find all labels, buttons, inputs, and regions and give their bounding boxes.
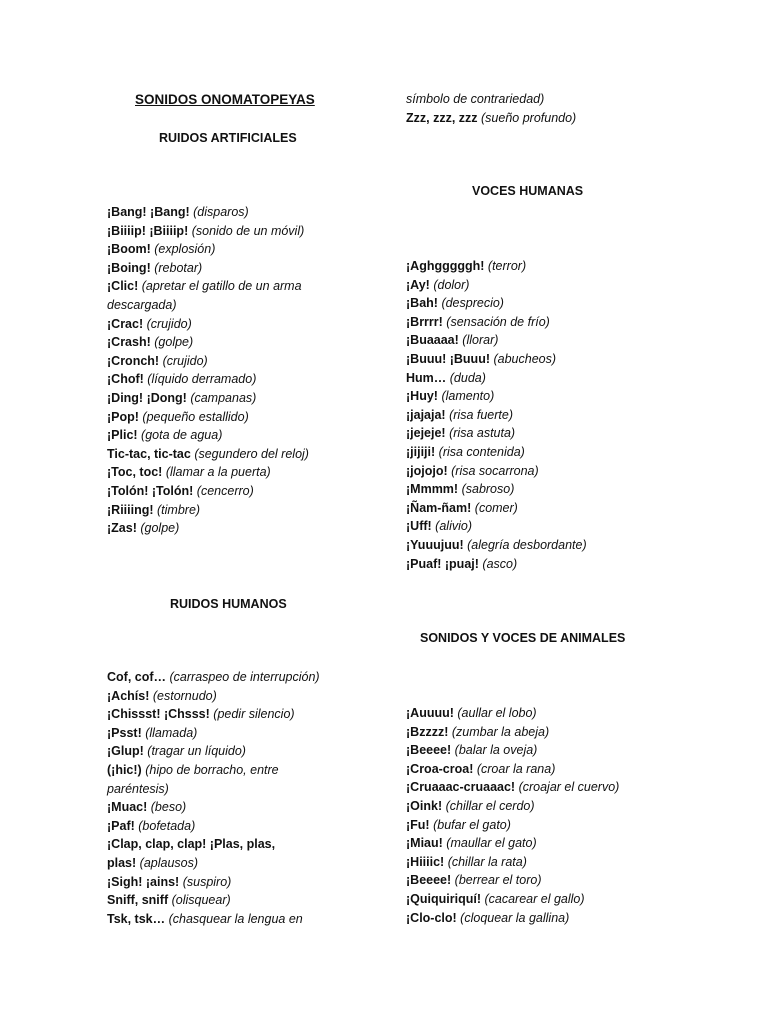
list-item xyxy=(107,445,367,464)
list-item xyxy=(107,259,367,278)
onomatopoeia-description: (beso) xyxy=(150,800,187,815)
onomatopoeia-term: ¡Oink! xyxy=(406,798,443,813)
list-item xyxy=(406,517,736,536)
onomatopoeia-term: ¡jojojo! xyxy=(406,463,448,478)
onomatopoeia-term: ¡Ding! ¡Dong! xyxy=(107,390,187,405)
list-item xyxy=(406,294,736,313)
onomatopoeia-description: (campanas) xyxy=(190,390,257,405)
onomatopoeia-description: paréntesis) xyxy=(107,781,169,796)
onomatopoeia-description: (gota de agua) xyxy=(141,428,223,443)
onomatopoeia-term: ¡Achís! xyxy=(107,688,150,703)
heading-ruidos-artificiales: RUIDOS ARTIFICIALES xyxy=(159,131,297,145)
list-item xyxy=(406,480,736,499)
onomatopoeia-term: ¡Chof! xyxy=(107,372,144,387)
onomatopoeia-description: (sonido de un móvil) xyxy=(191,223,305,238)
onomatopoeia-term: ¡Tolón! ¡Tolón! xyxy=(107,483,194,498)
onomatopoeia-term: ¡jijiji! xyxy=(406,444,436,459)
onomatopoeia-description: (alegría desbordante) xyxy=(467,537,587,552)
list-item xyxy=(107,873,367,892)
onomatopoeia-description: (abucheos) xyxy=(493,351,557,366)
onomatopoeia-term: ¡Yuuujuu! xyxy=(406,537,464,552)
onomatopoeia-description: (líquido derramado) xyxy=(147,372,257,387)
list-ruidos-artificiales xyxy=(107,203,367,538)
onomatopoeia-description: (pequeño estallido) xyxy=(142,409,249,424)
list-item xyxy=(406,853,736,872)
onomatopoeia-term: Sniff, sniff xyxy=(107,893,169,908)
list-item xyxy=(107,203,367,222)
list-item xyxy=(107,240,367,259)
list-item xyxy=(107,222,367,241)
onomatopoeia-term: ¡Beeee! xyxy=(406,743,452,758)
list-item xyxy=(107,482,367,501)
onomatopoeia-term: ¡Bzzzz! xyxy=(406,724,449,739)
list-item xyxy=(107,891,367,910)
onomatopoeia-description: (risa astuta) xyxy=(449,426,516,441)
list-item xyxy=(406,90,736,109)
heading-voces-humanas: VOCES HUMANAS xyxy=(472,184,584,198)
onomatopoeia-term: ¡Brrrr! xyxy=(406,314,443,329)
onomatopoeia-term: ¡Boing! xyxy=(107,260,151,275)
list-item xyxy=(107,389,367,408)
onomatopoeia-term: Hum… xyxy=(406,370,447,385)
list-item xyxy=(406,741,736,760)
list-item xyxy=(107,705,367,724)
onomatopoeia-term: ¡Bah! xyxy=(406,296,438,311)
list-item xyxy=(406,890,736,909)
onomatopoeia-description: (bofetada) xyxy=(138,818,196,833)
list-item xyxy=(406,499,736,518)
list-item xyxy=(107,277,367,296)
list-item xyxy=(406,797,736,816)
list-item xyxy=(406,871,736,890)
onomatopoeia-term: ¡Auuuu! xyxy=(406,706,454,720)
onomatopoeia-term: ¡Puaf! ¡puaj! xyxy=(406,556,479,571)
onomatopoeia-description: (llamar a la puerta) xyxy=(165,465,271,480)
onomatopoeia-description: (dolor) xyxy=(433,277,470,292)
list-item xyxy=(107,817,367,836)
onomatopoeia-description: (asco) xyxy=(482,556,518,571)
onomatopoeia-term: ¡Zas! xyxy=(107,521,137,536)
onomatopoeia-term: ¡Clo-clo! xyxy=(406,910,457,925)
onomatopoeia-description: (estornudo) xyxy=(152,688,217,703)
list-item xyxy=(406,109,736,128)
heading-sonidos-animales: SONIDOS Y VOCES DE ANIMALES xyxy=(420,631,626,645)
list-item xyxy=(406,760,736,779)
onomatopoeia-term: ¡jejeje! xyxy=(406,426,446,441)
onomatopoeia-term: plas! xyxy=(107,855,137,870)
list-item xyxy=(406,387,736,406)
list-item xyxy=(406,313,736,332)
onomatopoeia-term: ¡Crac! xyxy=(107,316,144,331)
onomatopoeia-description: (olisquear) xyxy=(171,893,231,908)
onomatopoeia-term: Zzz, zzz, zzz xyxy=(406,110,478,125)
onomatopoeia-description: (bufar el gato) xyxy=(433,817,511,832)
list-item xyxy=(406,555,736,574)
onomatopoeia-description: (cencerro) xyxy=(196,483,254,498)
list-item xyxy=(107,426,367,445)
list-item xyxy=(406,909,736,928)
list-continuacion xyxy=(406,90,736,127)
onomatopoeia-description: símbolo de contrariedad) xyxy=(406,92,545,106)
list-item xyxy=(406,536,736,555)
onomatopoeia-description: (croar la rana) xyxy=(476,761,556,776)
onomatopoeia-term: ¡Miau! xyxy=(406,836,443,851)
onomatopoeia-description: (lamento) xyxy=(441,389,495,404)
onomatopoeia-term: ¡Aghgggggh! xyxy=(406,259,485,273)
list-item xyxy=(107,408,367,427)
list-item xyxy=(107,370,367,389)
onomatopoeia-description: (terror) xyxy=(487,259,527,273)
list-item xyxy=(406,257,736,276)
onomatopoeia-description: (aullar el lobo) xyxy=(457,706,537,720)
onomatopoeia-description: (golpe) xyxy=(140,521,180,536)
list-item xyxy=(406,331,736,350)
onomatopoeia-description: (aplausos) xyxy=(139,855,199,870)
onomatopoeia-description: (apretar el gatillo de un arma xyxy=(141,279,302,294)
list-item xyxy=(406,350,736,369)
onomatopoeia-term: ¡Muac! xyxy=(107,800,148,815)
onomatopoeia-term: ¡Crash! xyxy=(107,335,151,350)
onomatopoeia-term: Tsk, tsk… xyxy=(107,911,166,926)
onomatopoeia-description: (suspiro) xyxy=(182,874,232,889)
list-item xyxy=(107,724,367,743)
list-item xyxy=(406,369,736,388)
page-title: SONIDOS ONOMATOPEYAS xyxy=(135,92,315,107)
onomatopoeia-description: (sueño profundo) xyxy=(481,110,577,125)
list-item xyxy=(107,687,367,706)
onomatopoeia-term: ¡Clap, clap, clap! ¡Plas, plas, xyxy=(107,837,276,852)
onomatopoeia-term: ¡Cruaaac-cruaaac! xyxy=(406,780,516,795)
onomatopoeia-description: (rebotar) xyxy=(154,260,203,275)
list-item xyxy=(107,835,367,854)
onomatopoeia-term: ¡Plic! xyxy=(107,428,138,443)
list-item xyxy=(107,519,367,538)
onomatopoeia-description: (risa contenida) xyxy=(438,444,525,459)
onomatopoeia-term: ¡Mmmm! xyxy=(406,482,459,497)
onomatopoeia-term: ¡Uff! xyxy=(406,519,432,534)
list-item xyxy=(406,443,736,462)
onomatopoeia-term: ¡Biiiip! ¡Biiiip! xyxy=(107,223,189,238)
onomatopoeia-term: ¡Boom! xyxy=(107,242,151,257)
onomatopoeia-term: ¡Toc, toc! xyxy=(107,465,163,480)
onomatopoeia-description: (sabroso) xyxy=(461,482,515,497)
onomatopoeia-description: (comer) xyxy=(474,500,518,515)
list-item xyxy=(107,315,367,334)
onomatopoeia-description: (timbre) xyxy=(157,502,201,517)
onomatopoeia-description: (pedir silencio) xyxy=(213,707,295,722)
onomatopoeia-term: ¡Quiquiriquí! xyxy=(406,891,481,906)
onomatopoeia-term: ¡Clic! xyxy=(107,279,139,294)
onomatopoeia-term: Tic-tac, tic-tac xyxy=(107,446,191,461)
list-item xyxy=(107,854,367,873)
list-item xyxy=(406,816,736,835)
onomatopoeia-description: (risa fuerte) xyxy=(449,407,513,422)
onomatopoeia-term: ¡Pop! xyxy=(107,409,139,424)
onomatopoeia-term: (¡hic!) xyxy=(107,762,142,777)
onomatopoeia-term: ¡Ay! xyxy=(406,277,430,292)
list-item xyxy=(406,424,736,443)
onomatopoeia-term: ¡Buuu! ¡Buuu! xyxy=(406,351,490,366)
onomatopoeia-term: ¡Bang! ¡Bang! xyxy=(107,205,190,219)
onomatopoeia-description: (maullar el gato) xyxy=(446,836,537,851)
onomatopoeia-description: descargada) xyxy=(107,297,177,312)
list-item xyxy=(107,761,367,780)
onomatopoeia-description: (tragar un líquido) xyxy=(147,744,246,759)
list-item xyxy=(107,352,367,371)
onomatopoeia-description: (carraspeo de interrupción) xyxy=(169,670,320,684)
list-sonidos-animales xyxy=(406,704,736,927)
onomatopoeia-description: (crujido) xyxy=(146,316,192,331)
onomatopoeia-description: (chillar la rata) xyxy=(447,854,527,869)
onomatopoeia-term: ¡jajaja! xyxy=(406,407,446,422)
list-item xyxy=(107,910,367,929)
onomatopoeia-term: ¡Buaaaa! xyxy=(406,333,459,348)
heading-ruidos-humanos: RUIDOS HUMANOS xyxy=(170,597,287,611)
list-voces-humanas xyxy=(406,257,736,573)
onomatopoeia-term: ¡Paf! xyxy=(107,818,135,833)
list-item xyxy=(107,333,367,352)
list-item xyxy=(107,296,367,315)
onomatopoeia-term: ¡Fu! xyxy=(406,817,430,832)
onomatopoeia-term: ¡Sigh! ¡ains! xyxy=(107,874,180,889)
list-item xyxy=(406,834,736,853)
list-item xyxy=(107,668,367,687)
onomatopoeia-description: (golpe) xyxy=(154,335,194,350)
onomatopoeia-description: (desprecio) xyxy=(441,296,504,311)
list-item xyxy=(406,276,736,295)
onomatopoeia-term: ¡Huy! xyxy=(406,389,438,404)
list-item xyxy=(406,723,736,742)
list-item xyxy=(107,463,367,482)
list-item xyxy=(107,780,367,799)
onomatopoeia-description: (chillar el cerdo) xyxy=(445,798,535,813)
onomatopoeia-description: (chasquear la lengua en xyxy=(168,911,303,926)
onomatopoeia-description: (llamada) xyxy=(145,725,198,740)
onomatopoeia-description: (cacarear el gallo) xyxy=(484,891,585,906)
onomatopoeia-description: (llorar) xyxy=(462,333,499,348)
onomatopoeia-term: ¡Ñam-ñam! xyxy=(406,500,472,515)
onomatopoeia-description: (croajar el cuervo) xyxy=(518,780,620,795)
list-item xyxy=(107,798,367,817)
list-ruidos-humanos xyxy=(107,668,367,928)
onomatopoeia-term: Cof, cof… xyxy=(107,670,167,684)
onomatopoeia-description: (hipo de borracho, entre xyxy=(145,762,279,777)
onomatopoeia-term: ¡Chissst! ¡Chsss! xyxy=(107,707,210,722)
onomatopoeia-description: (risa socarrona) xyxy=(451,463,539,478)
onomatopoeia-description: (crujido) xyxy=(162,353,208,368)
list-item xyxy=(406,406,736,425)
list-item xyxy=(107,501,367,520)
onomatopoeia-description: (cloquear la gallina) xyxy=(460,910,570,925)
onomatopoeia-description: (balar la oveja) xyxy=(454,743,538,758)
onomatopoeia-description: (zumbar la abeja) xyxy=(451,724,550,739)
onomatopoeia-term: ¡Psst! xyxy=(107,725,142,740)
list-item xyxy=(406,704,736,723)
onomatopoeia-description: (segundero del reloj) xyxy=(194,446,309,461)
onomatopoeia-term: ¡Hiiiic! xyxy=(406,854,445,869)
list-item xyxy=(107,742,367,761)
onomatopoeia-description: (explosión) xyxy=(154,242,216,257)
onomatopoeia-term: ¡Cronch! xyxy=(107,353,160,368)
list-item xyxy=(406,778,736,797)
onomatopoeia-term: ¡Glup! xyxy=(107,744,144,759)
onomatopoeia-term: ¡Beeee! xyxy=(406,873,452,888)
onomatopoeia-description: (berrear el toro) xyxy=(454,873,542,888)
list-item xyxy=(406,462,736,481)
onomatopoeia-description: (alivio) xyxy=(435,519,472,534)
onomatopoeia-term: ¡Riiiing! xyxy=(107,502,154,517)
onomatopoeia-term: ¡Croa-croa! xyxy=(406,761,474,776)
onomatopoeia-description: (duda) xyxy=(449,370,486,385)
onomatopoeia-description: (sensación de frío) xyxy=(446,314,550,329)
onomatopoeia-description: (disparos) xyxy=(193,205,249,219)
